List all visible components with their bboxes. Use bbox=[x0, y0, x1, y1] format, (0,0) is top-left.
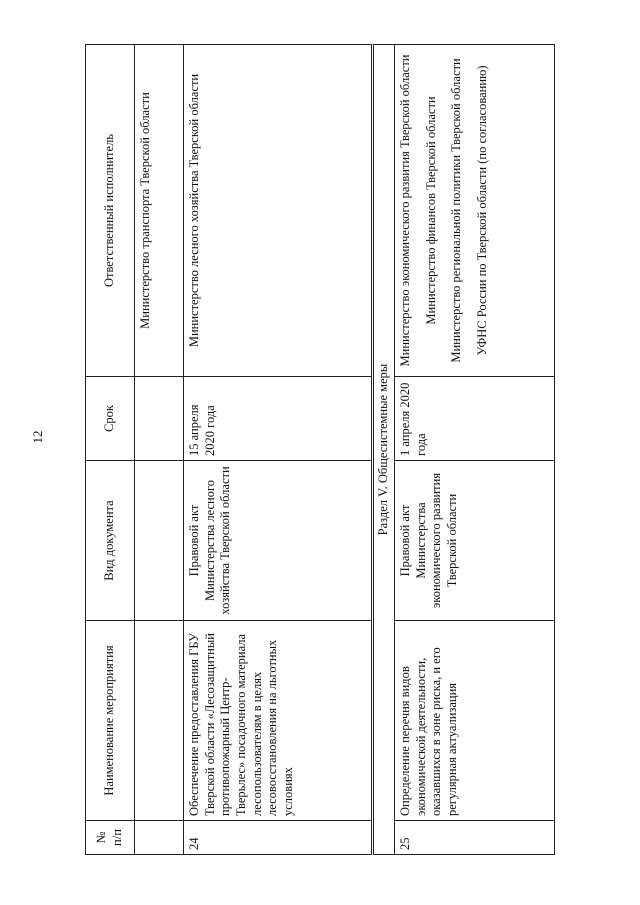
section-heading: Раздел V. Общесистемные меры bbox=[372, 45, 394, 855]
executor-entry: УФНС России по Тверской области (по согласованию) bbox=[474, 65, 489, 356]
cell-executor bbox=[184, 45, 373, 377]
table-header-row bbox=[86, 45, 135, 855]
measures-table bbox=[85, 44, 555, 855]
executor-entry: Министерство финансов Тверской области bbox=[423, 96, 438, 325]
table-row-24 bbox=[184, 45, 373, 855]
cell-num: 25 bbox=[394, 821, 554, 855]
cell-name: Определение перечня видов экономической деятельности, оказавшихся в зоне риска, и его регулярная актуализация bbox=[394, 621, 554, 821]
cell-doc-type: Правовой акт Министерства экономического развития Тверской области bbox=[394, 461, 554, 621]
rotated-table-container bbox=[85, 45, 555, 855]
cell-doc-type bbox=[135, 461, 184, 621]
cell-num: 24 bbox=[184, 821, 373, 855]
cell-executor: Министерство транспорта Тверской области bbox=[135, 45, 184, 377]
cell-doc-type: Правовой акт Министерства лесного хозяйства Тверской области bbox=[184, 461, 373, 621]
cell-num bbox=[135, 821, 184, 855]
cell-term bbox=[135, 377, 184, 461]
header-term: Срок bbox=[86, 377, 135, 461]
cell-term: 15 апреля 2020 года bbox=[184, 377, 373, 461]
executor-entry: Министерство экономического развития Тверской области bbox=[397, 54, 412, 367]
cell-name bbox=[135, 621, 184, 821]
cell-term: 1 апреля 2020 года bbox=[394, 377, 554, 461]
cell-executor bbox=[394, 45, 554, 377]
cell-name: Обеспечение предоставления ГБУ Тверской области «Лесозащитный противопожарный Центр-Тверьлес» посадочного материала лесопользователям в целях лесовосстановления на льготных условиях bbox=[184, 621, 373, 821]
header-doc-type: Вид документа bbox=[86, 461, 135, 621]
header-num: № п/п bbox=[86, 821, 135, 855]
section-heading-row bbox=[372, 45, 394, 855]
executor-entry: Министерство лесного хозяйства Тверской области bbox=[187, 73, 201, 348]
header-executor: Ответственный исполнитель bbox=[86, 45, 135, 377]
table-row-25 bbox=[394, 45, 554, 855]
page-number: 12 bbox=[30, 430, 45, 444]
executor-entry: Министерство региональной политики Тверской области bbox=[449, 58, 464, 363]
header-name: Наименование мероприятия bbox=[86, 621, 135, 821]
table-row-continued bbox=[135, 45, 184, 855]
